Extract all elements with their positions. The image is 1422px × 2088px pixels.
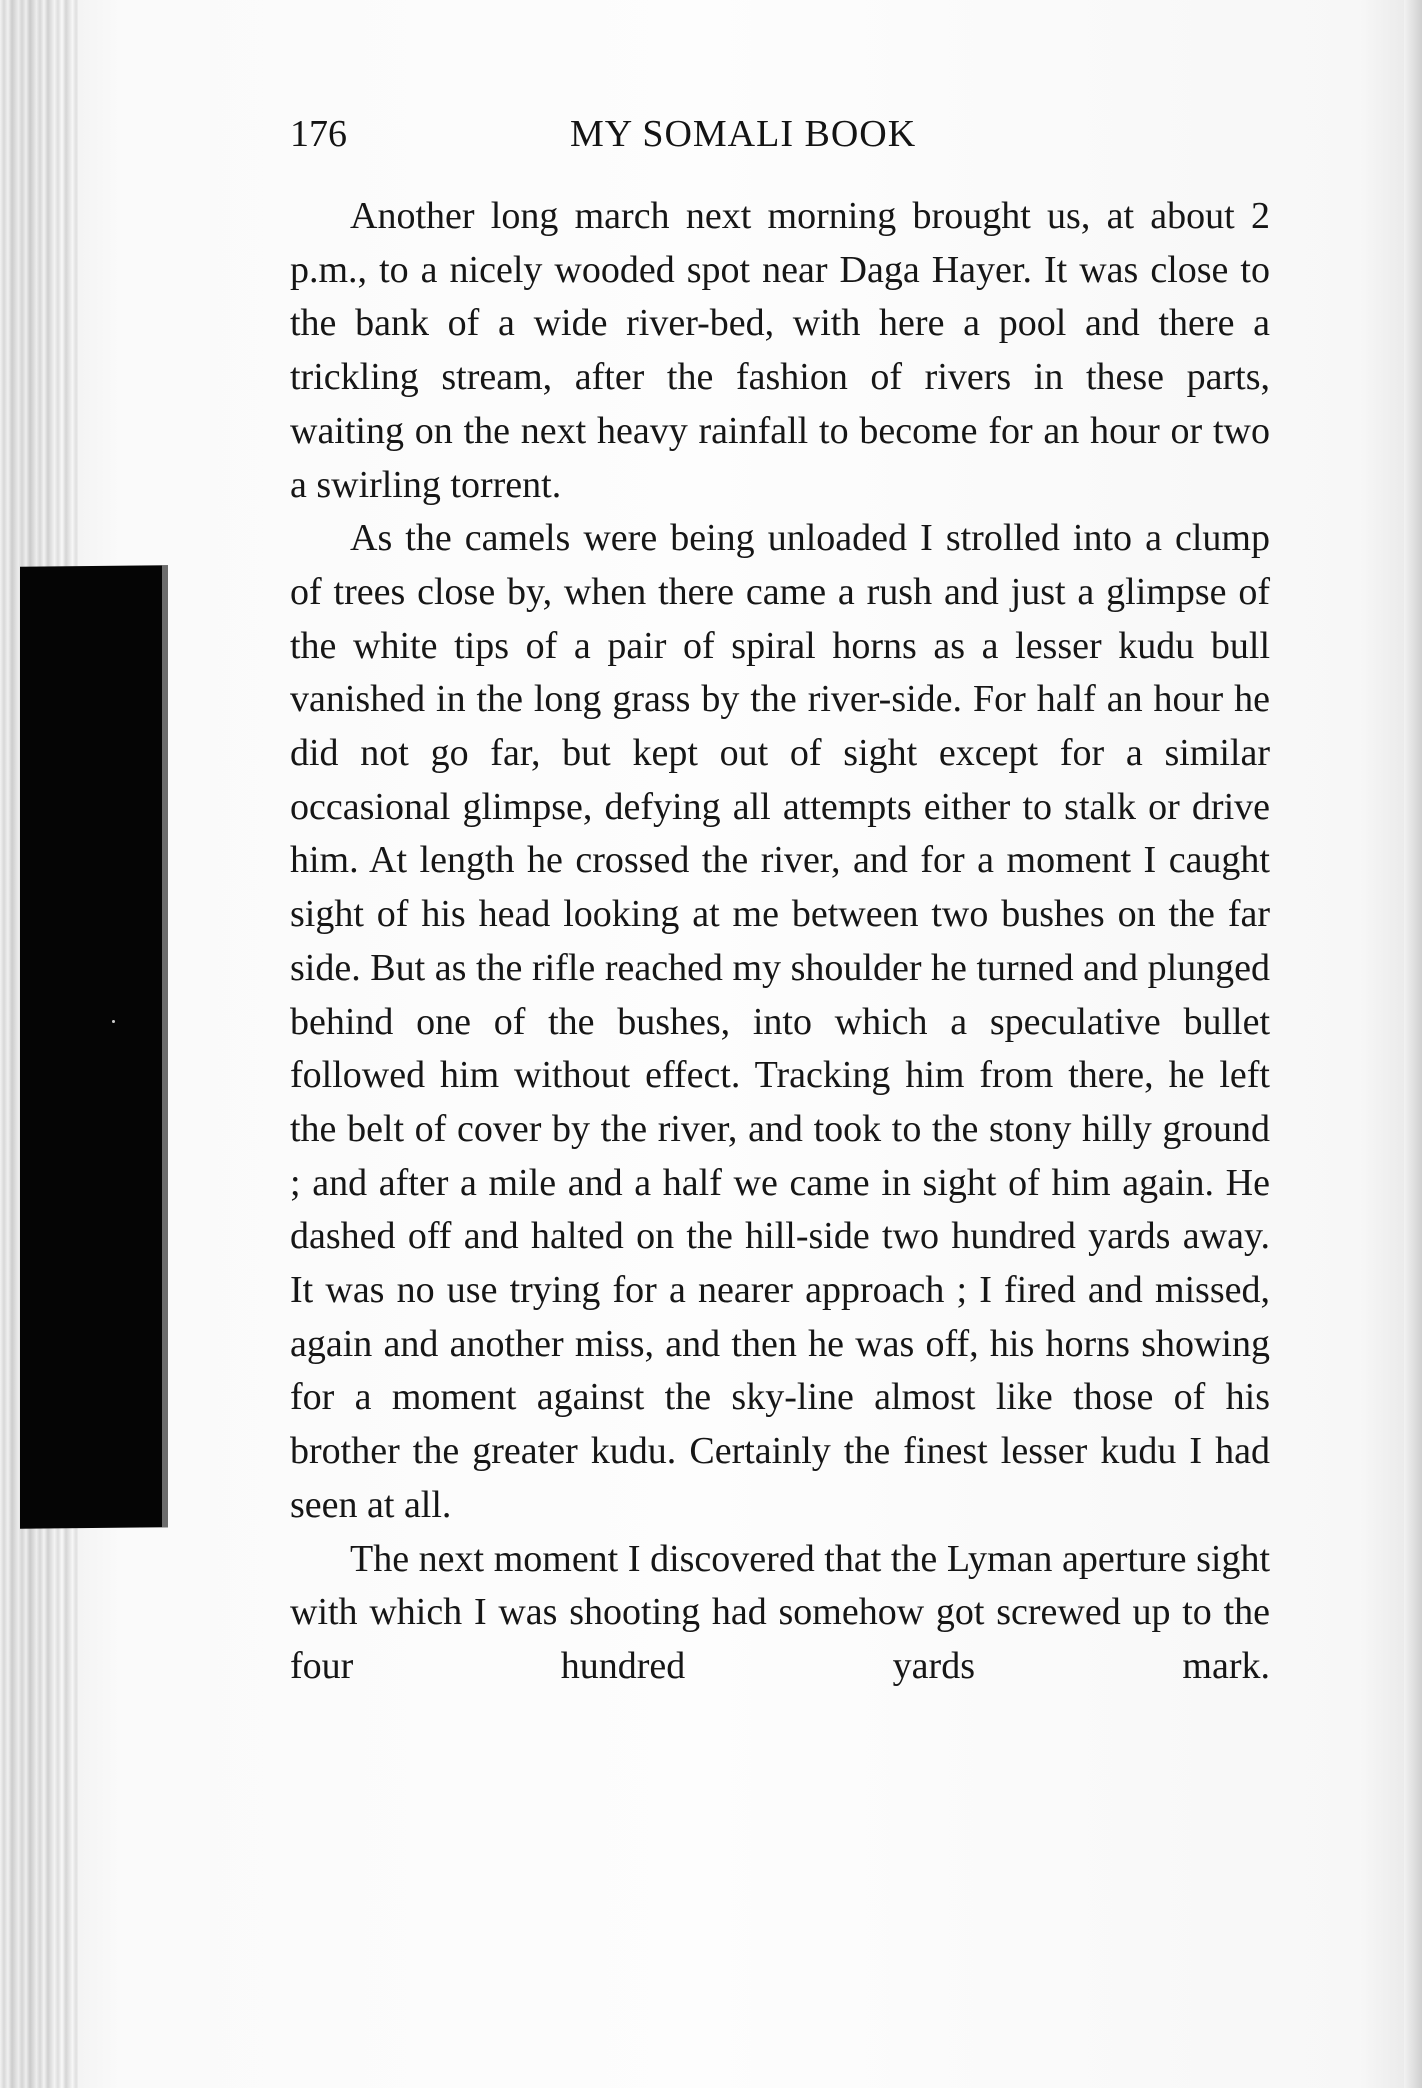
page-number: 176 bbox=[290, 113, 347, 155]
paragraph-1: Another long march next morning brought us, at about 2 p.m., to a nicely wooded spot near Daga Hayer. It was close to the bank of a wide river-bed, with here a pool and there a trickling stream, after the fashion of rivers in these parts, waiting on the next heavy rainfall to become for an hour or two a swirling torrent. bbox=[290, 195, 1270, 506]
page-right-edge bbox=[1404, 0, 1422, 2088]
page-header bbox=[290, 112, 1270, 172]
running-head: MY SOMALI BOOK bbox=[570, 113, 917, 155]
body-text bbox=[290, 190, 1270, 1694]
paragraph-3: The next moment I discovered that the Lyman aperture sight with which I was shooting had somehow got screwed up to the four hundred yards mark. bbox=[290, 1537, 1270, 1687]
black-page-tab bbox=[20, 565, 168, 1529]
tab-speck bbox=[112, 1020, 115, 1023]
paragraph-2: As the camels were being unloaded I strolled into a clump of trees close by, when there came a rush and just a glimpse of the white tips of a pair of spiral horns as a lesser kudu bull vanished in the long grass by the river-side. For half an hour he did not go far, but kept out of sight except for a similar occasional glimpse, defying all attempts either to stalk or drive him. At length he crossed the river, and for a moment I caught sight of his head looking at me between two bushes on the far side. But as the rifle reached my shoulder he turned and plunged behind one of the bushes, into which a speculative bullet followed him without effect. Tracking him from there, he left the belt of cover by the river, and took to the stony hilly ground ; and after a mile and a half we came in sight of him again. He dashed off and halted on the hill-side two hundred yards away. It was no use trying for a nearer approach ; I fired and missed, again and another miss, and then he was off, his horns showing for a moment against the sky-line almost like those of his brother the greater kudu. Certainly the finest lesser kudu I had seen at all. bbox=[290, 517, 1270, 1526]
